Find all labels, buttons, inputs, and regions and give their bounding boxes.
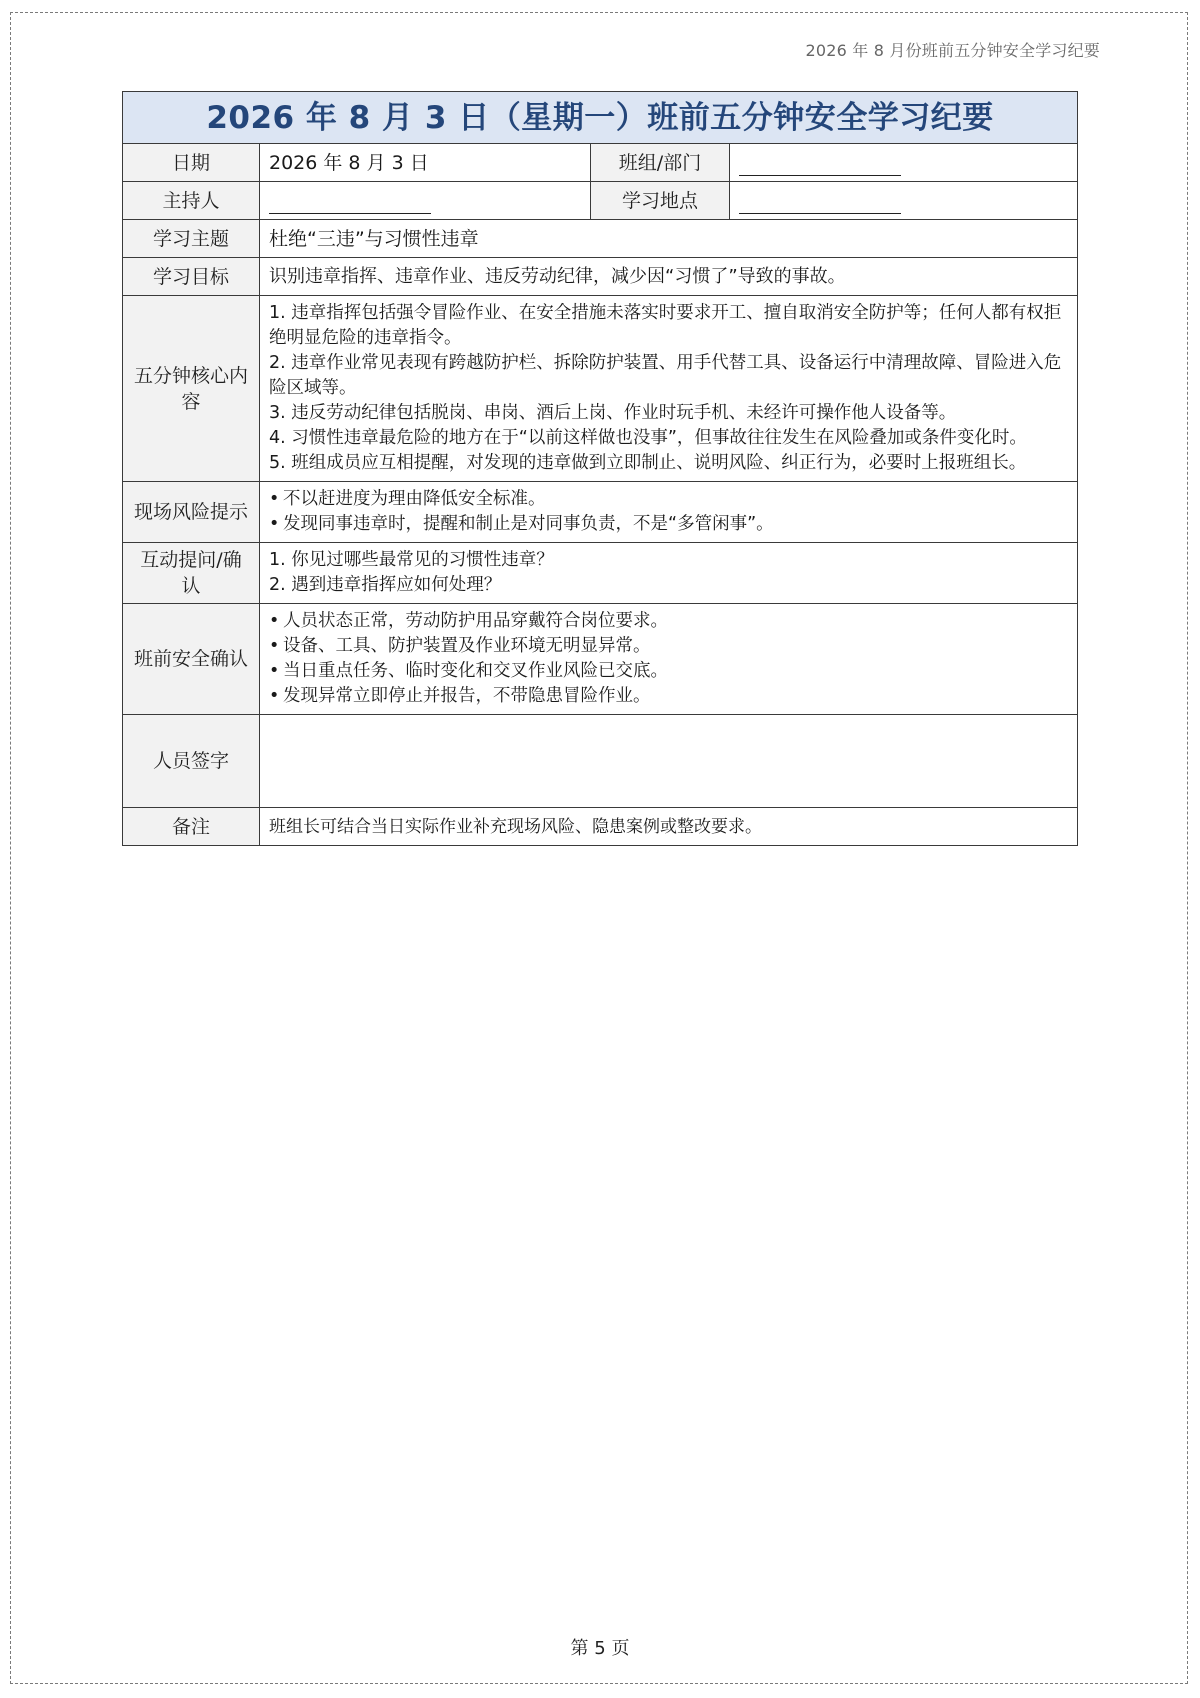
goal-value: 识别违章指挥、违章作业、违反劳动纪律，减少因“习惯了”导致的事故。 <box>260 258 1078 296</box>
qa-content <box>260 543 1078 604</box>
core-content <box>260 296 1078 482</box>
confirm-content <box>260 604 1078 715</box>
confirm-item: • 人员状态正常，劳动防护用品穿戴符合岗位要求。 <box>269 609 1068 634</box>
page-number: 第 5 页 <box>570 1638 630 1659</box>
core-item: 2. 违章作业常见表现有跨越防护栏、拆除防护装置、用手代替工具、设备运行中清理故障、冒险进入危险区域等。 <box>269 353 1062 398</box>
core-item: 4. 习惯性违章最危险的地方在于“以前这样做也没事”，但事故往往发生在风险叠加或条件变化时。 <box>269 428 1027 448</box>
qa-item: 1. 你见过哪些最常见的习惯性违章？ <box>269 550 554 570</box>
remark-label: 备注 <box>123 808 260 846</box>
date-label: 日期 <box>123 144 260 182</box>
confirm-item: • 发现异常立即停止并报告，不带隐患冒险作业。 <box>269 684 1068 709</box>
safety-minutes-table <box>122 91 1078 846</box>
running-header: 2026 年 8 月份班前五分钟安全学习纪要 <box>805 41 1100 60</box>
qa-label: 互动提问/确认 <box>123 543 260 604</box>
host-blank-line <box>269 193 431 214</box>
risk-content <box>260 482 1078 543</box>
confirm-item: • 当日重点任务、临时变化和交叉作业风险已交底。 <box>269 659 1068 684</box>
signature-area[interactable] <box>260 715 1078 808</box>
bullet-icon: • <box>269 611 280 631</box>
bullet-icon: • <box>269 514 280 534</box>
qa-item: 2. 遇到违章指挥应如何处理？ <box>269 575 502 595</box>
location-field[interactable] <box>730 182 1078 220</box>
risk-item: • 发现同事违章时，提醒和制止是对同事负责，不是“多管闲事”。 <box>269 512 1068 537</box>
location-label: 学习地点 <box>591 182 730 220</box>
risk-label: 现场风险提示 <box>123 482 260 543</box>
bullet-icon: • <box>269 661 280 681</box>
bullet-icon: • <box>269 636 280 656</box>
core-item: 3. 违反劳动纪律包括脱岗、串岗、酒后上岗、作业时玩手机、未经许可操作他人设备等。 <box>269 403 957 423</box>
risk-item: • 不以赶进度为理由降低安全标准。 <box>269 487 1068 512</box>
bullet-icon: • <box>269 489 280 509</box>
topic-label: 学习主题 <box>123 220 260 258</box>
topic-value: 杜绝“三违”与习惯性违章 <box>260 220 1078 258</box>
team-label: 班组/部门 <box>591 144 730 182</box>
host-label: 主持人 <box>123 182 260 220</box>
confirm-item: • 设备、工具、防护装置及作业环境无明显异常。 <box>269 634 1068 659</box>
confirm-label: 班前安全确认 <box>123 604 260 715</box>
team-field[interactable] <box>730 144 1078 182</box>
remark-value: 班组长可结合当日实际作业补充现场风险、隐患案例或整改要求。 <box>260 808 1078 846</box>
core-item: 5. 班组成员应互相提醒，对发现的违章做到立即制止、说明风险、纠正行为，必要时上报班组长。 <box>269 453 1027 473</box>
core-content-label: 五分钟核心内容 <box>123 296 260 482</box>
location-blank-line <box>739 193 901 214</box>
document-title: 2026 年 8 月 3 日（星期一）班前五分钟安全学习纪要 <box>123 92 1078 144</box>
core-item: 1. 违章指挥包括强令冒险作业、在安全措施未落实时要求开工、擅自取消安全防护等；任何人都有权拒绝明显危险的违章指令。 <box>269 303 1062 348</box>
host-field[interactable] <box>260 182 591 220</box>
goal-label: 学习目标 <box>123 258 260 296</box>
signature-label: 人员签字 <box>123 715 260 808</box>
date-value: 2026 年 8 月 3 日 <box>260 144 591 182</box>
team-blank-line <box>739 155 901 176</box>
bullet-icon: • <box>269 686 280 706</box>
